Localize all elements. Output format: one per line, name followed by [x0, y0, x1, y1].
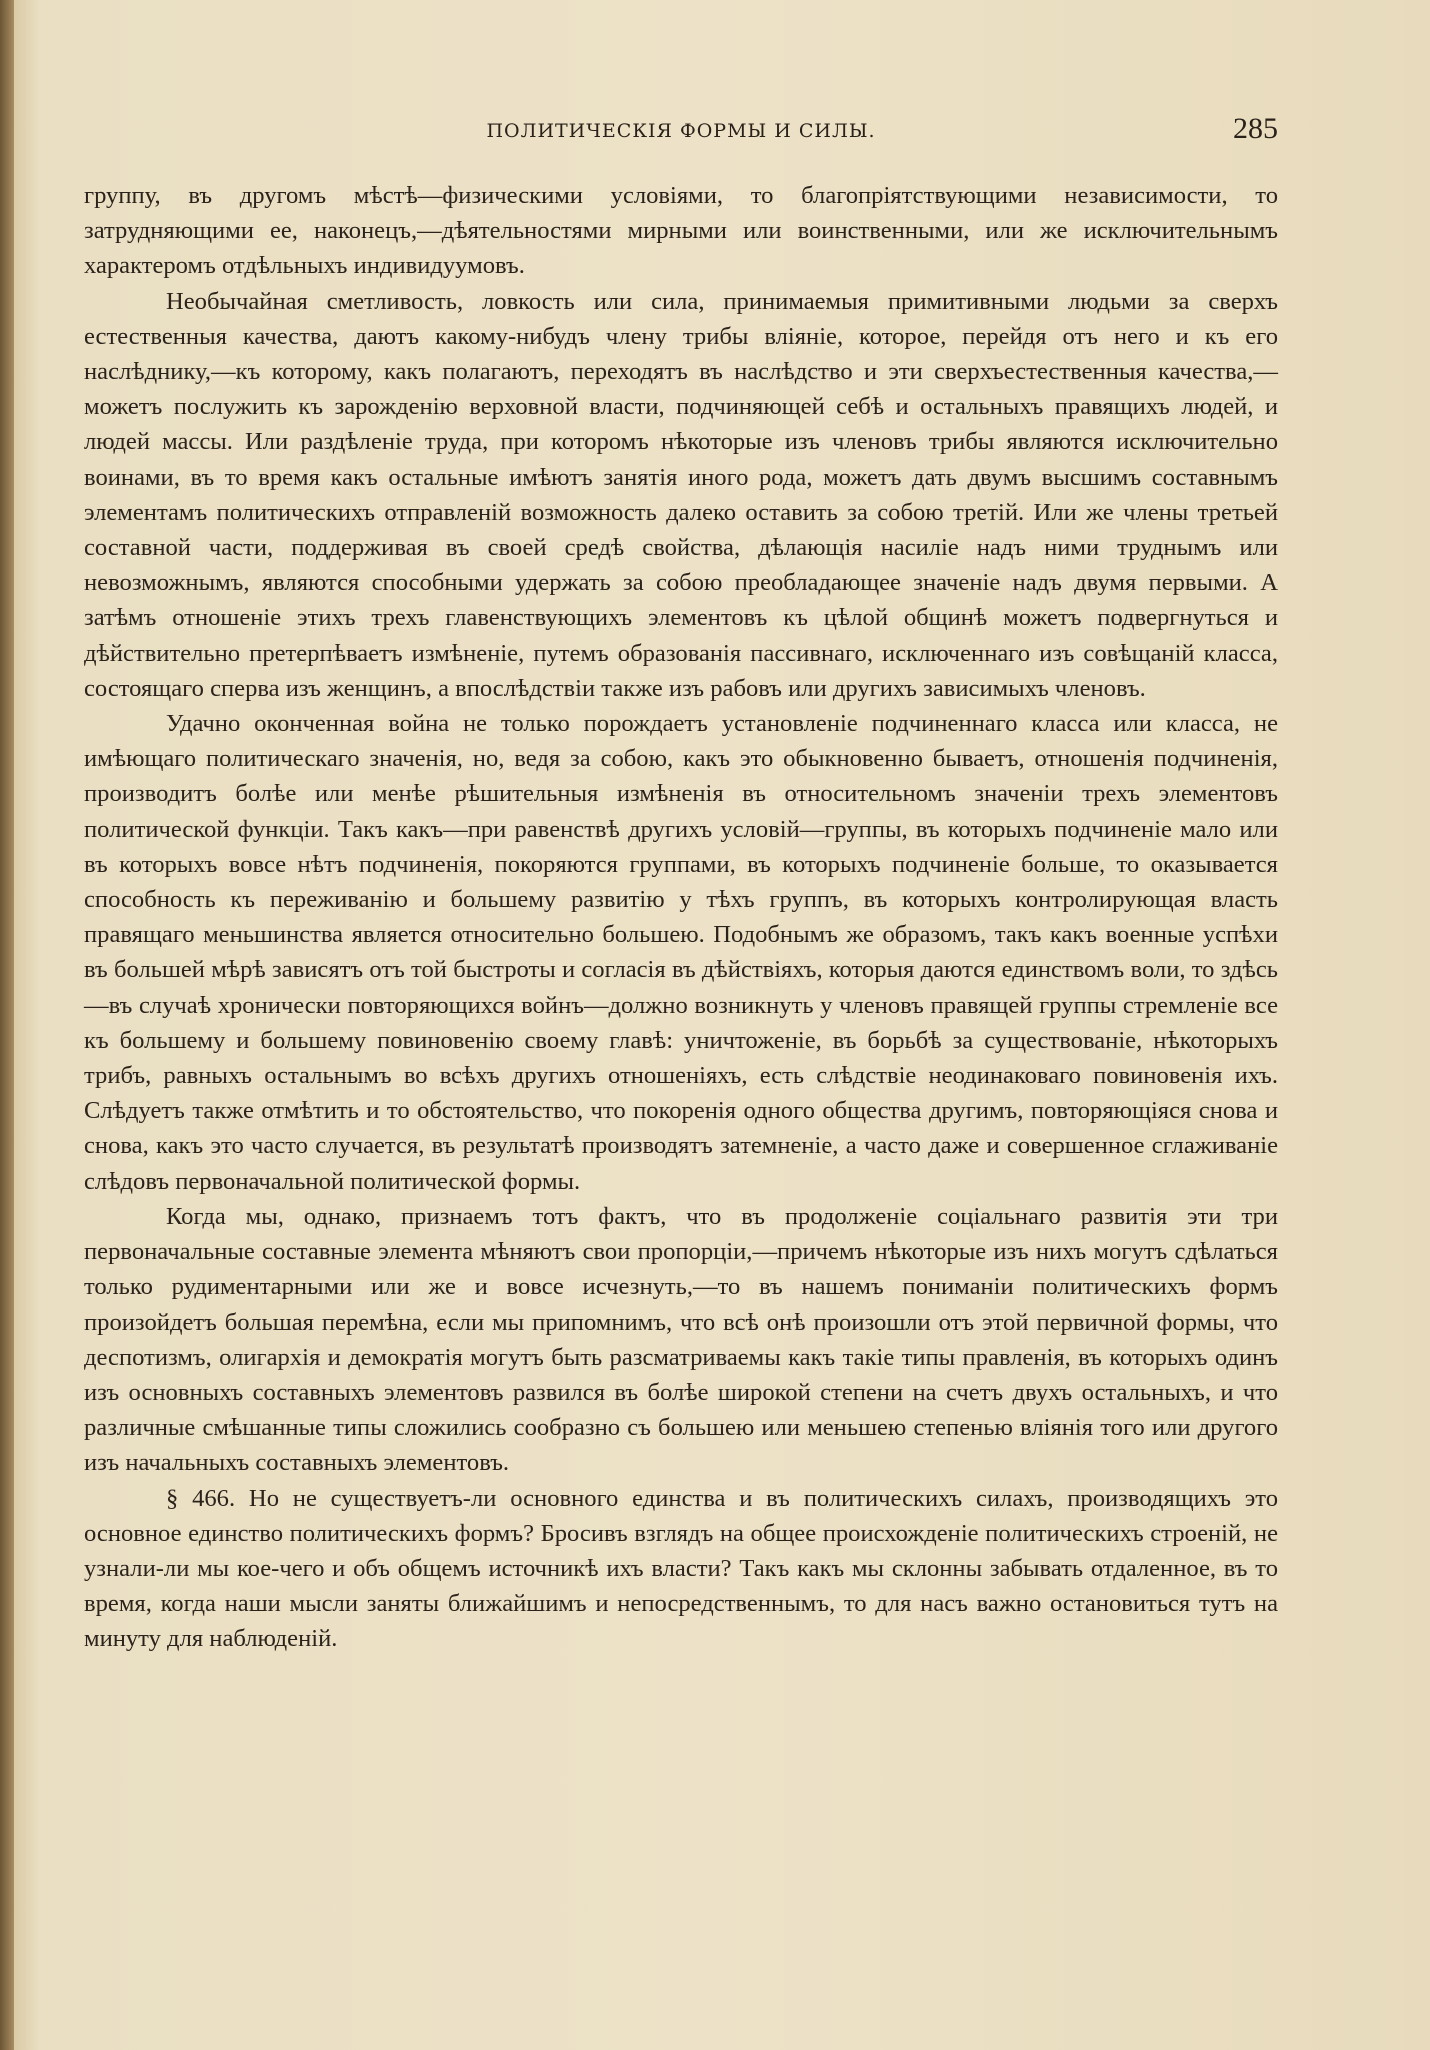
paragraph: Удачно оконченная война не только порождаетъ установленіе подчиненнаго класса или класса, не имѣющаго политическаго значенія, но, ведя за собою, какъ это обыкновенно бываетъ, отношенія подчиненія, производитъ болѣе или менѣе рѣшительныя измѣненія въ относительномъ значеніи трехъ элементовъ политической функціи. Такъ какъ—при равенствѣ другихъ условій—группы, въ которыхъ подчиненіе мало или въ которыхъ вовсе нѣтъ подчиненія, покоряются группами, въ которыхъ подчиненіе больше, то оказывается способность къ переживанію и большему развитію у тѣхъ группъ, въ которыхъ контролирующая власть правящаго меньшинства является относительно большею. Подобнымъ же образомъ, такъ какъ военные успѣхи въ большей мѣрѣ зависятъ отъ той быстроты и согласія въ дѣйствіяхъ, которыя даются единствомъ воли, то здѣсь—въ случаѣ хронически повторяющихся войнъ—должно возникнуть у членовъ правящей группы стремленіе все къ большему и большему повиновенію своему главѣ: уничтоженіе, въ борьбѣ за существованіе, нѣкоторыхъ трибъ, равныхъ остальнымъ во всѣхъ другихъ отношеніяхъ, есть слѣдствіе неодинаковаго повиновенія ихъ. Слѣдуетъ также отмѣтить и то обстоятельство, что покоренія одного общества другимъ, повторяющіяся снова и снова, какъ это часто случается, въ результатѣ производятъ затемненіе, а часто даже и совершенное сглаживаніе слѣдовъ первоначальной политической формы.	[84, 710, 1278, 1195]
paragraph-continuation: группу, въ другомъ мѣстѣ—физическими условіями, то благопріятствующими независимости, то затрудняющими ее, наконецъ,—дѣятельностями мирными или воинственными, или же исключительнымъ характеромъ отдѣльныхъ индивидуумовъ.	[84, 182, 1278, 280]
book-spine-edge	[0, 0, 14, 2050]
paragraph: Необычайная сметливость, ловкость или сила, принимаемыя примитивными людьми за сверхъ естественныя качества, даютъ какому-нибудъ члену трибы вліяніе, которое, перейдя отъ него и къ его наслѣднику,—къ которому, какъ полагаютъ, переходятъ въ наслѣдство и эти сверхъестественныя качества,—можетъ послужить къ зарожденію верховной власти, подчиняющей себѣ и остальныхъ правящихъ людей, и людей массы. Или раздѣленіе труда, при которомъ нѣкоторые изъ членовъ трибы являются исключительно воинами, въ то время какъ остальные имѣютъ занятія иного рода, можетъ дать двумъ высшимъ составнымъ элементамъ политическихъ отправленій возможность далеко оставить за собою третій. Или же члены третьей составной части, поддерживая въ своей средѣ свойства, дѣлающія насиліе надъ ними труднымъ или невозможнымъ, являются способными удержать за собою преобладающее значеніе надъ двумя первыми. А затѣмъ отношеніе этихъ трехъ главенствующихъ элементовъ къ цѣлой общинѣ можетъ подвергнуться и дѣйствительно претерпѣваетъ измѣненіе, путемъ образованія пассивнаго, исключеннаго изъ совѣщаній класса, состоящаго сперва изъ женщинъ, а впослѣдствіи также изъ рабовъ или другихъ зависимыхъ членовъ.	[84, 287, 1278, 702]
running-title: ПОЛИТИЧЕСКІЯ ФОРМЫ И СИЛЫ.	[486, 120, 876, 142]
page-number: 285	[1233, 112, 1278, 145]
section-paragraph: § 466. Но не существуетъ-ли основного единства и въ политическихъ силахъ, производящихъ это основное единство политическихъ формъ? Бросивъ взглядъ на общее происхожденіе политическихъ строеній, не узнали-ли мы кое-чего и объ общемъ источникѣ ихъ власти? Такъ какъ мы склонны забывать отдаленное, въ то время, когда наши мысли заняты ближайшимъ и непосредственнымъ, то для насъ важно остановиться тутъ на минуту для наблюденій.	[84, 1484, 1278, 1653]
body-text	[84, 178, 1278, 1657]
paragraph: Когда мы, однако, признаемъ тотъ фактъ, что въ продолженіе соціальнаго развитія эти три первоначальные составные элемента мѣняютъ свои пропорціи,—причемъ нѣкоторые изъ нихъ могутъ сдѣлаться только рудиментарными или же и вовсе исчезнуть,—то въ нашемъ пониманіи политическихъ формъ произойдетъ большая перемѣна, если мы припомнимъ, что всѣ онѣ произошли отъ этой первичной формы, что деспотизмъ, олигархія и демократія могутъ быть разсматриваемы какъ такіе типы правленія, въ которыхъ одинъ изъ основныхъ составныхъ элементовъ развился въ болѣе широкой степени на счетъ двухъ остальныхъ, и что различные смѣшанные типы сложились сообразно съ большею или меньшею степенью вліянія того или другого изъ начальныхъ составныхъ элементовъ.	[84, 1202, 1278, 1477]
page-header	[84, 112, 1278, 152]
